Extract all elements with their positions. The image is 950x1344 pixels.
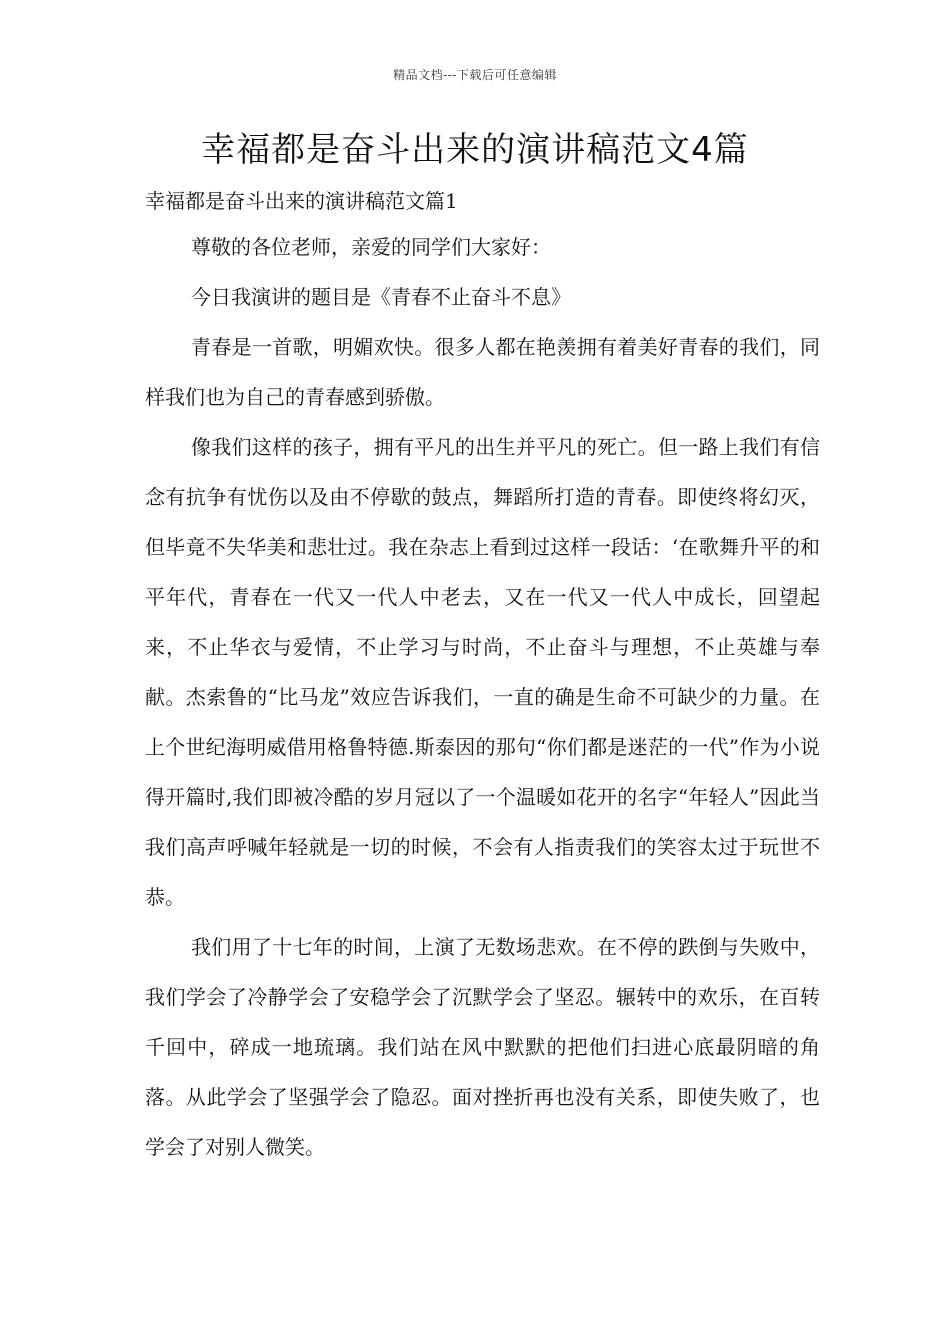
document-title: 幸福都是奋斗出来的演讲稿范文4篇 [201,130,749,170]
paragraph-greeting: 尊敬的各位老师，亲爱的同学们大家好： [191,235,551,259]
document-body [145,180,820,1172]
paragraph-topic: 今日我演讲的题目是《青春不止奋斗不息》 [191,285,571,309]
paragraph-ordinary-children: 像我们这样的孩子，拥有平凡的出生并平凡的死亡。但一路上我们有信念有抗争有忧伤以及由不停歇的鼓点，舞蹈所打造的青春。即使终将幻灭，但毕竟不失华美和悲壮过。我在杂志上看到过这样一段话：‘在歌舞升平的和平年代，青春在一代又一代人中老去，又在一代又一代人中成长，回望起来，不止华衣与爱情，不止学习与时尚，不止奋斗与理想，不止英雄与奉献。杰索鲁的“比马龙”效应告诉我们，一直的确是生命不可缺少的力量。在上个世纪海明威借用格鲁特德.斯泰因的那句“你们都是迷茫的一代”作为小说得开篇时,我们即被冷酷的岁月冠以了一个温暖如花开的名字“年轻人”因此当我们高声呼喊年轻就是一切的时候，不会有人指责我们的笑容太过于玩世不恭。 [145,435,820,909]
section-heading: 幸福都是奋斗出来的演讲稿范文篇1 [145,189,458,213]
header-note: 精品文档---下载后可任意编辑 [393,68,557,82]
paragraph-seventeen-years: 我们用了十七年的时间，上演了无数场悲欢。在不停的跌倒与失败中，我们学会了冷静学会了安稳学会了沉默学会了坚忍。辗转中的欢乐，在百转千回中，碎成一地琉璃。我们站在风中默默的把他们扫进心底最阴暗的角落。从此学会了坚强学会了隐忍。面对挫折再也没有关系，即使失败了，也学会了对别人微笑。 [145,935,820,1159]
paragraph-youth-song: 青春是一首歌，明媚欢快。很多人都在艳羡拥有着美好青春的我们，同样我们也为自己的青春感到骄傲。 [145,335,820,409]
